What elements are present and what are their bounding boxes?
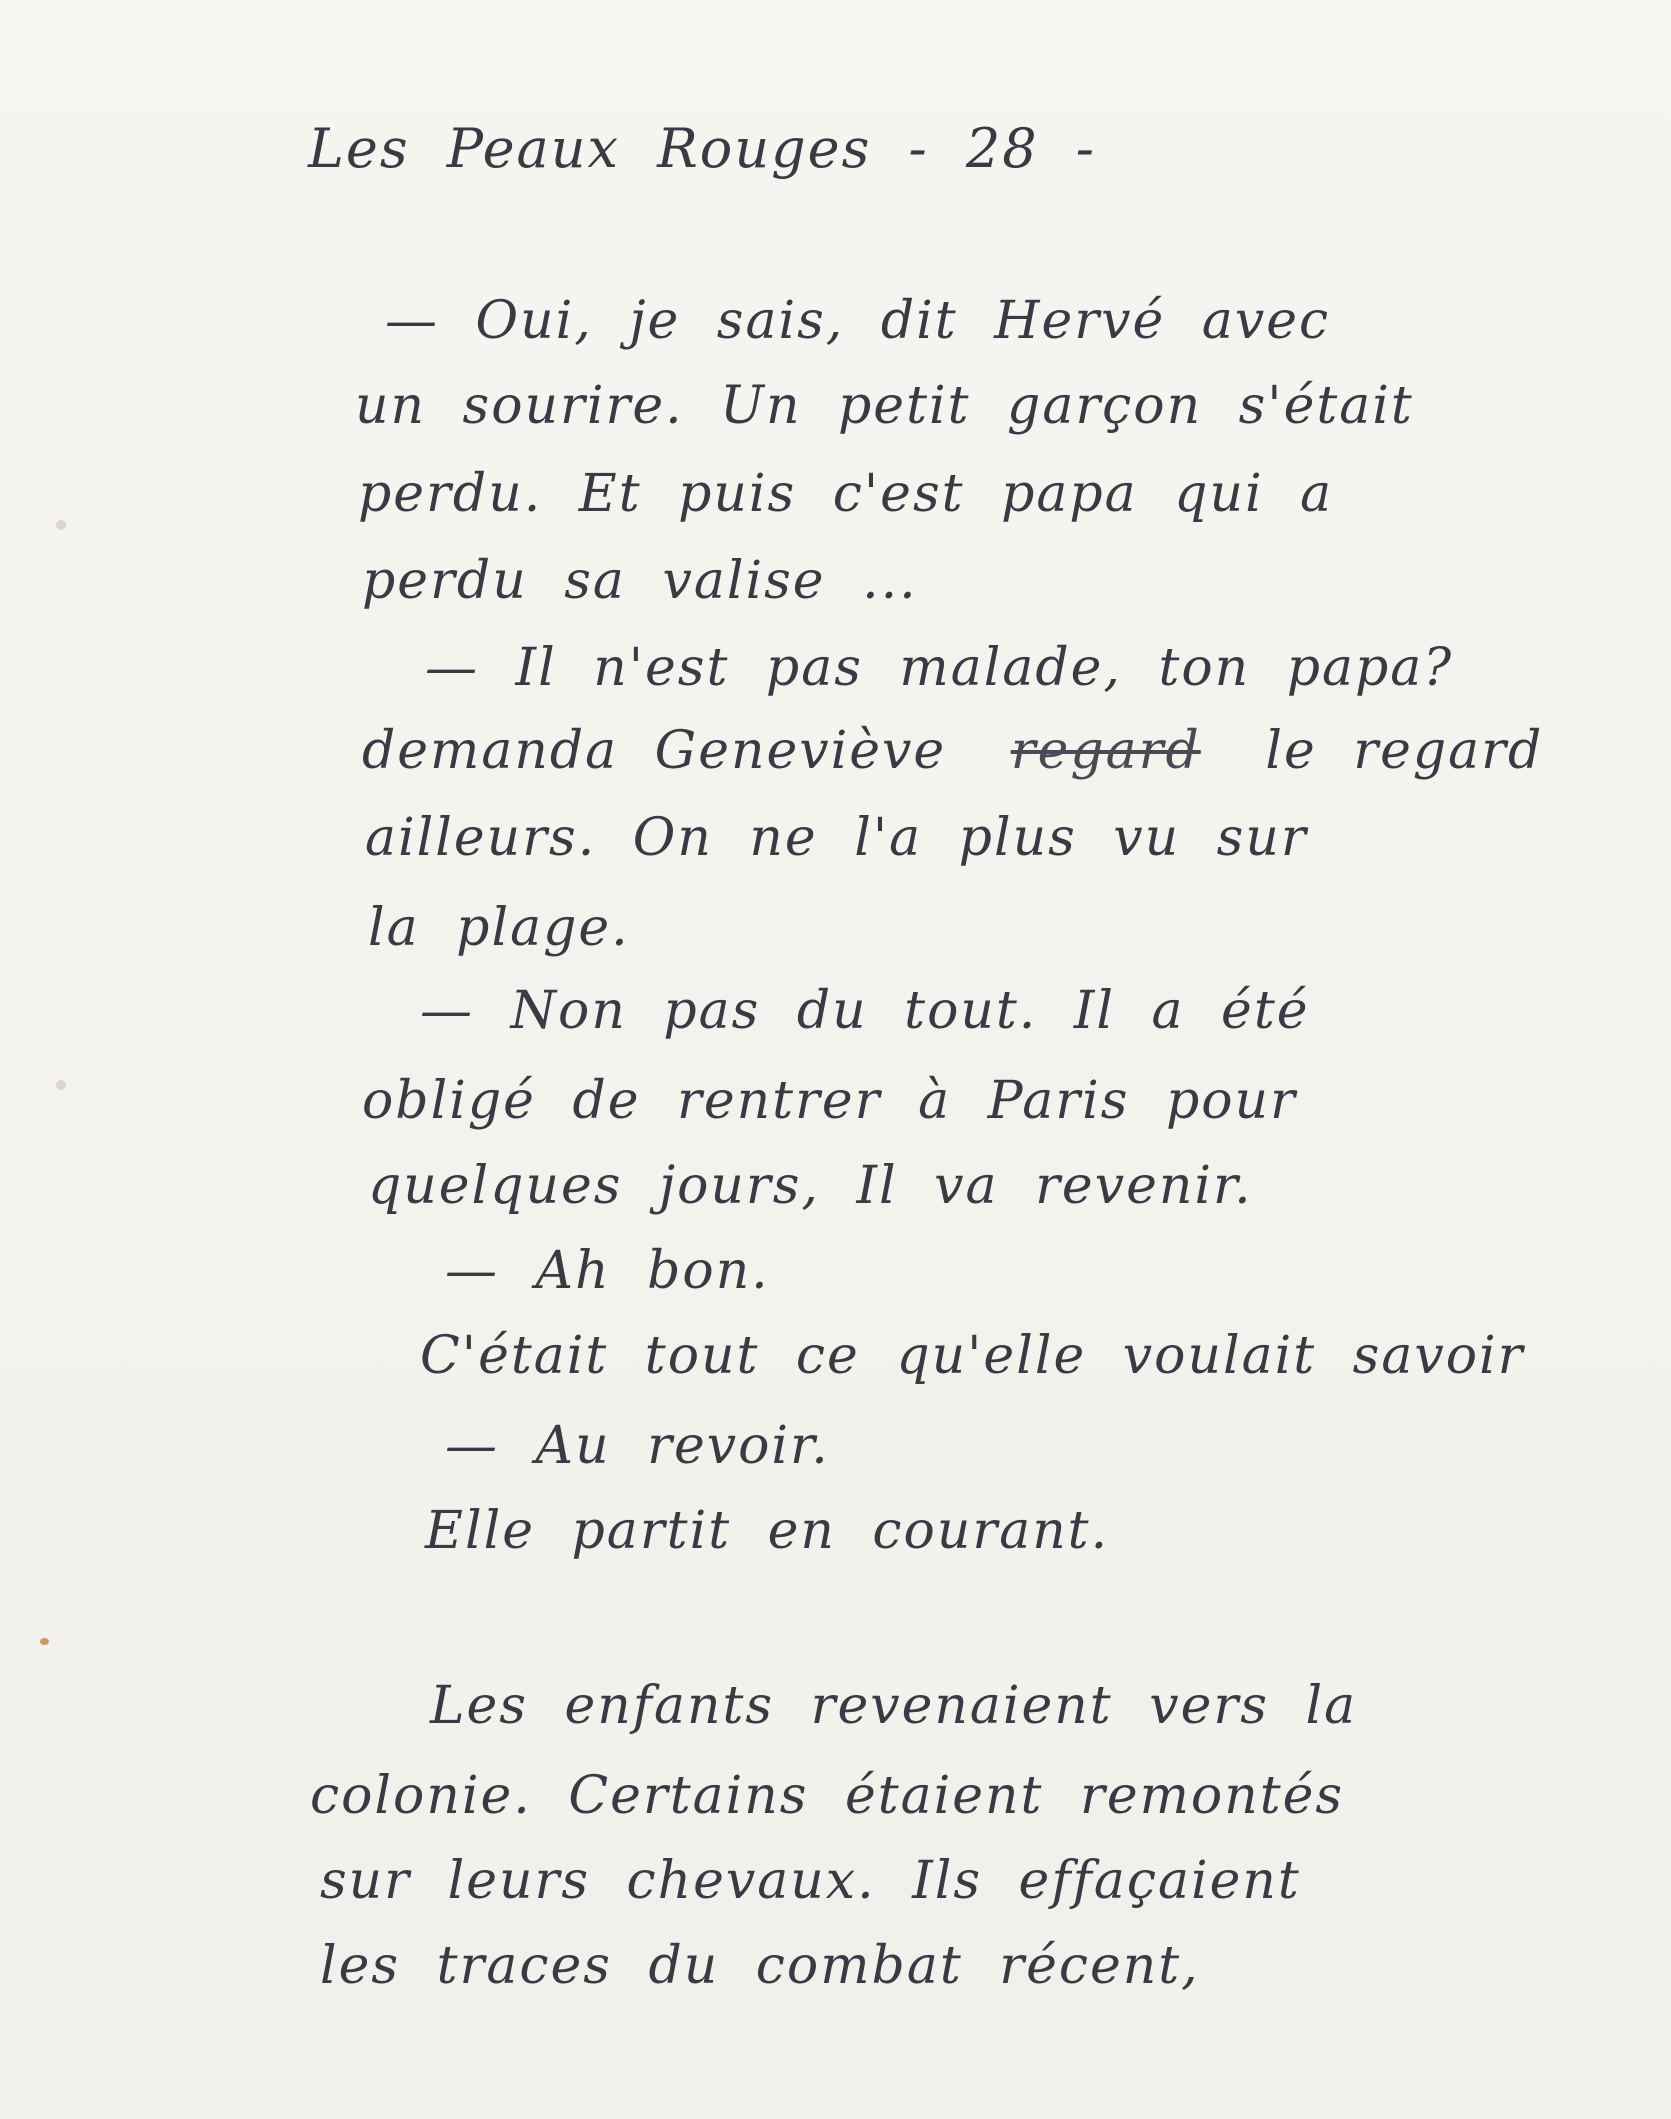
text-line: la plage. (368, 898, 630, 958)
paper-stain (40, 1638, 49, 1645)
text-line: Les enfants revenaient vers la (430, 1676, 1358, 1736)
text-line: — Au revoir. (445, 1416, 830, 1476)
text-line: — Il n'est pas malade, ton papa? (425, 638, 1454, 698)
punch-hole-mark (56, 520, 66, 530)
struck-out-word: regard (1010, 721, 1201, 781)
text-line (362, 721, 1544, 781)
text-line: sur leurs chevaux. Ils effaçaient (320, 1851, 1301, 1911)
text-line: quelques jours, Il va revenir. (368, 1156, 1253, 1216)
text-line: perdu. Et puis c'est papa qui a (358, 464, 1334, 524)
text-segment: le regard (1265, 721, 1544, 781)
page-header: Les Peaux Rouges - 28 - (308, 117, 1097, 180)
text-line: — Non pas du tout. Il a été (420, 981, 1310, 1041)
text-line: ailleurs. On ne l'a plus vu sur (365, 808, 1308, 868)
text-line: un sourire. Un petit garçon s'était (355, 376, 1414, 436)
text-line: — Ah bon. (445, 1241, 770, 1301)
text-segment: demanda Geneviève (362, 721, 947, 781)
text-line: obligé de rentrer à Paris pour (362, 1071, 1297, 1131)
text-line: — Oui, je sais, dit Hervé avec (385, 291, 1331, 351)
text-line: Elle partit en courant. (425, 1501, 1110, 1561)
text-line: perdu sa valise ... (362, 551, 918, 611)
text-line: colonie. Certains étaient remontés (310, 1766, 1345, 1826)
punch-hole-mark (56, 1080, 66, 1090)
text-line: C'était tout ce qu'elle voulait savoir (420, 1326, 1525, 1386)
text-line: les traces du combat récent, (320, 1936, 1200, 1996)
